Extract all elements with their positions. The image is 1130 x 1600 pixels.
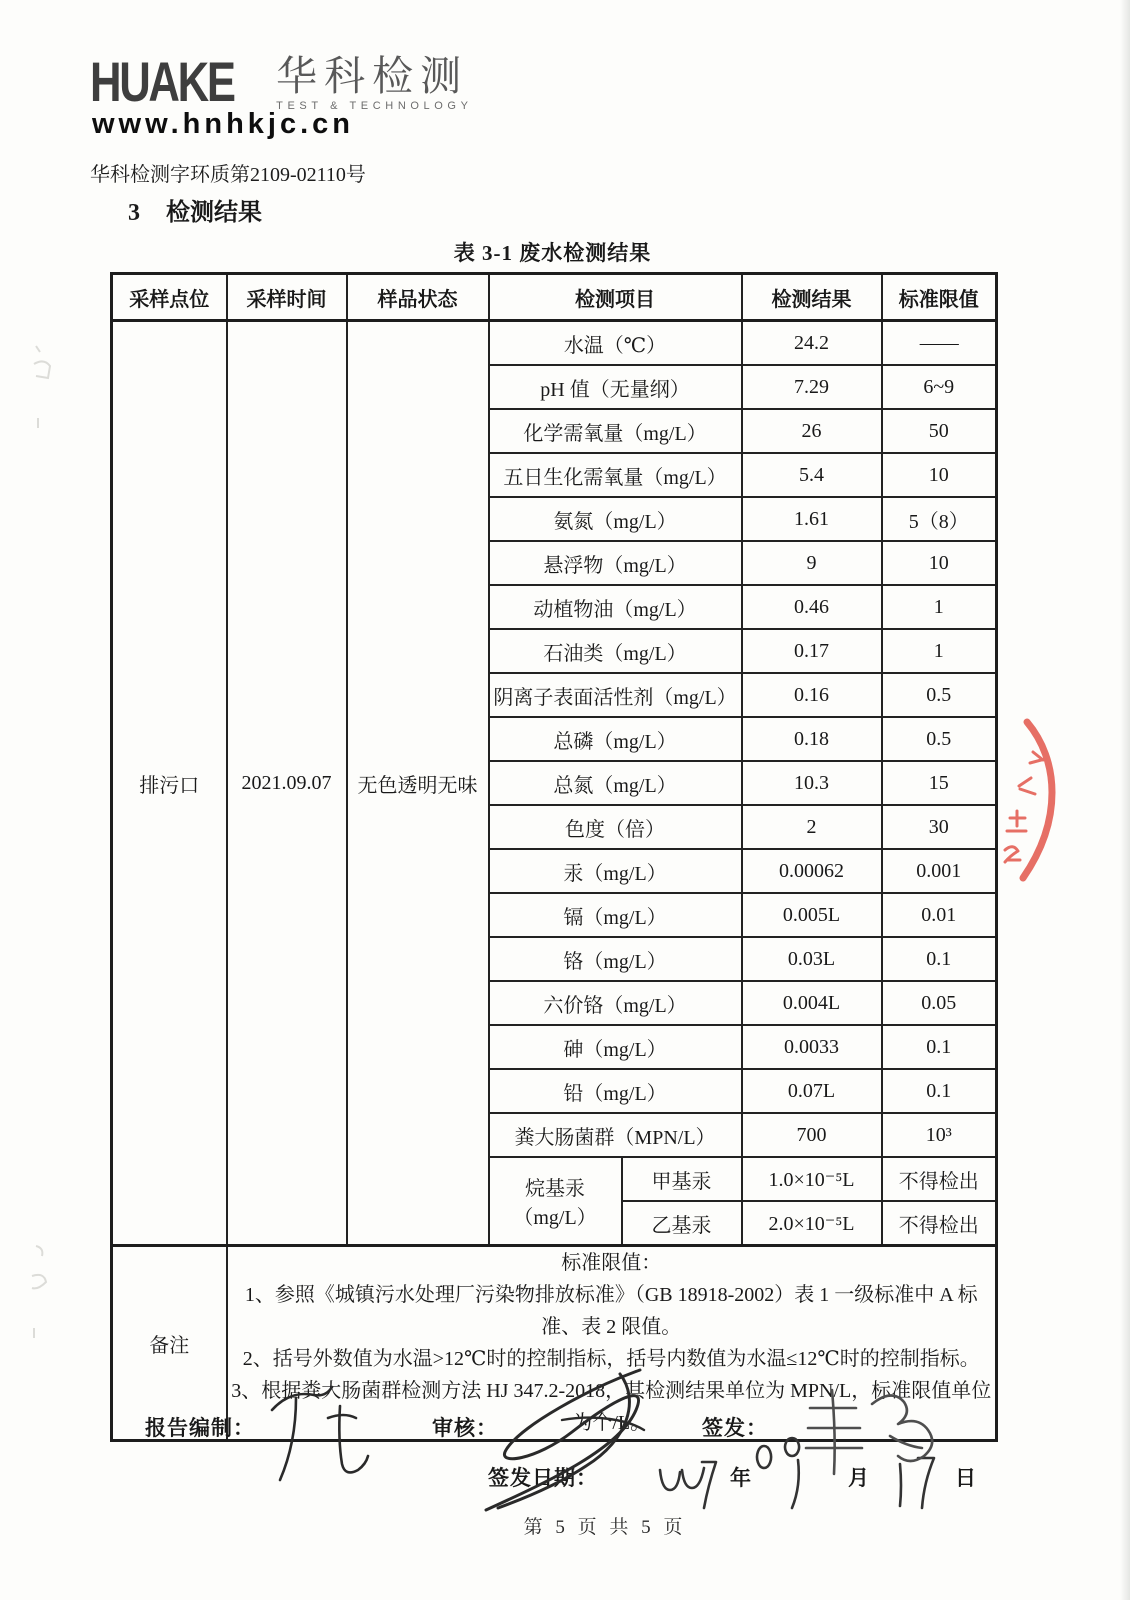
item-cell: 石油类（mg/L）: [489, 629, 742, 673]
section-number: 3: [128, 200, 140, 226]
scan-artifact: [22, 1236, 62, 1346]
logo-tagline: TEST & TECHNOLOGY: [276, 100, 473, 112]
item-cell: 阴离子表面活性剂（mg/L）: [489, 673, 742, 717]
alkyl-group-line1: 烷基汞: [525, 1178, 585, 1200]
col-header-limit: 标准限值: [882, 274, 997, 321]
company-logo: [90, 50, 473, 113]
scan-artifact: [24, 336, 64, 436]
limit-cell: 6~9: [882, 365, 997, 409]
sample-time-cell: 2021.09.07: [227, 321, 347, 1246]
item-cell: 镉（mg/L）: [489, 893, 742, 937]
table-row: [112, 321, 997, 366]
month-character: 月: [848, 1466, 870, 1490]
result-cell: 1.0×10⁻⁵L: [742, 1157, 882, 1201]
item-cell: 化学需氧量（mg/L）: [489, 409, 742, 453]
remarks-line: 标准限值：: [561, 1252, 662, 1274]
item-cell: 悬浮物（mg/L）: [489, 541, 742, 585]
limit-cell: 0.001: [882, 849, 997, 893]
handwritten-signatures: [100, 1358, 1020, 1528]
col-header-sample-time: 采样时间: [227, 274, 347, 321]
limit-cell: 0.5: [882, 717, 997, 761]
limit-cell: 1: [882, 629, 997, 673]
sample-state-cell: 无色透明无味: [347, 321, 489, 1246]
report-number: 华科检测字环质第2109-02110号: [90, 164, 366, 186]
limit-cell: 0.1: [882, 1025, 997, 1069]
red-seal-stamp: [995, 698, 1130, 898]
item-cell: 水温（℃）: [489, 321, 742, 366]
item-cell: 六价铬（mg/L）: [489, 981, 742, 1025]
limit-cell: 0.1: [882, 1069, 997, 1113]
limit-cell: 0.1: [882, 937, 997, 981]
company-website: www.hnhkjc.cn: [92, 108, 355, 140]
year-character: 年: [730, 1466, 752, 1490]
result-cell: 0.16: [742, 673, 882, 717]
limit-cell: 不得检出: [882, 1157, 997, 1201]
remarks-label: 备注: [112, 1246, 227, 1441]
item-cell: 粪大肠菌群（MPN/L）: [489, 1113, 742, 1157]
result-cell: 7.29: [742, 365, 882, 409]
section-title: 检测结果: [166, 200, 262, 226]
reviewed-by-label: 审核：: [432, 1416, 498, 1440]
result-cell: 700: [742, 1113, 882, 1157]
limit-cell: 不得检出: [882, 1201, 997, 1246]
section-heading: [128, 192, 262, 227]
result-cell: 26: [742, 409, 882, 453]
limit-cell: 0.05: [882, 981, 997, 1025]
day-character: 日: [955, 1466, 977, 1490]
result-cell: 5.4: [742, 453, 882, 497]
logo-chinese-name: 华科检测: [276, 53, 469, 99]
logo-wordmark: HUAKE: [90, 50, 234, 113]
limit-cell: 10³: [882, 1113, 997, 1157]
result-cell: 0.17: [742, 629, 882, 673]
result-cell: 0.004L: [742, 981, 882, 1025]
result-cell: 0.07L: [742, 1069, 882, 1113]
issue-date-label: 签发日期：: [488, 1466, 598, 1490]
result-cell: 2: [742, 805, 882, 849]
limit-cell: 50: [882, 409, 997, 453]
table-header-row: [112, 274, 997, 321]
limit-cell: 10: [882, 453, 997, 497]
remarks-line: 3、根据粪大肠菌群检测方法 HJ 347.2-2018，其检测结果单位为 MPN/L，标准限值单位为个/L。: [231, 1380, 992, 1434]
col-header-item: 检测项目: [489, 274, 742, 321]
item-cell: 甲基汞: [622, 1157, 742, 1201]
prepared-by-label: 报告编制：: [145, 1416, 255, 1440]
result-cell: 0.005L: [742, 893, 882, 937]
result-cell: 0.0033: [742, 1025, 882, 1069]
result-cell: 1.61: [742, 497, 882, 541]
result-cell: 24.2: [742, 321, 882, 366]
item-cell: 汞（mg/L）: [489, 849, 742, 893]
result-cell: 0.18: [742, 717, 882, 761]
result-cell: 0.03L: [742, 937, 882, 981]
result-cell: 9: [742, 541, 882, 585]
col-header-result: 检测结果: [742, 274, 882, 321]
remarks-line: 1、参照《城镇污水处理厂污染物排放标准》（GB 18918-2002）表 1 一级标准中 A 标准、表 2 限值。: [244, 1284, 978, 1338]
preparer-signature-stroke: [272, 1387, 332, 1410]
col-header-sample-point: 采样点位: [112, 274, 227, 321]
item-cell: 总磷（mg/L）: [489, 717, 742, 761]
sample-point-cell: 排污口: [112, 321, 227, 1246]
result-cell: 0.46: [742, 585, 882, 629]
limit-cell: 0.5: [882, 673, 997, 717]
item-cell: 五日生化需氧量（mg/L）: [489, 453, 742, 497]
wastewater-results-table: [110, 272, 998, 1442]
result-cell: 2.0×10⁻⁵L: [742, 1201, 882, 1246]
result-cell: 10.3: [742, 761, 882, 805]
item-cell: 动植物油（mg/L）: [489, 585, 742, 629]
alkyl-group-line2: （mg/L）: [513, 1207, 597, 1229]
item-cell: 氨氮（mg/L）: [489, 497, 742, 541]
item-cell: 总氮（mg/L）: [489, 761, 742, 805]
limit-cell: 5（8）: [882, 497, 997, 541]
item-cell: pH 值（无量纲）: [489, 365, 742, 409]
item-cell: 色度（倍）: [489, 805, 742, 849]
remarks-line: 2、括号外数值为水温>12℃时的控制指标，括号内数值为水温≤12℃时的控制指标。: [242, 1348, 980, 1370]
item-cell: 铅（mg/L）: [489, 1069, 742, 1113]
page-number: 第 5 页 共 5 页: [523, 1517, 687, 1538]
col-header-sample-state: 样品状态: [347, 274, 489, 321]
limit-cell: ——: [882, 321, 997, 366]
seal-arc: [1023, 722, 1052, 878]
issuer-signature-stroke: [832, 1390, 835, 1474]
issued-by-label: 签发：: [702, 1416, 768, 1440]
limit-cell: 0.01: [882, 893, 997, 937]
alkyl-mercury-group-cell: [489, 1157, 622, 1246]
item-cell: 乙基汞: [622, 1201, 742, 1246]
limit-cell: 15: [882, 761, 997, 805]
table-caption: 表 3-1 废水检测结果: [453, 241, 652, 265]
result-cell: 0.00062: [742, 849, 882, 893]
limit-cell: 30: [882, 805, 997, 849]
limit-cell: 1: [882, 585, 997, 629]
limit-cell: 10: [882, 541, 997, 585]
item-cell: 铬（mg/L）: [489, 937, 742, 981]
item-cell: 砷（mg/L）: [489, 1025, 742, 1069]
